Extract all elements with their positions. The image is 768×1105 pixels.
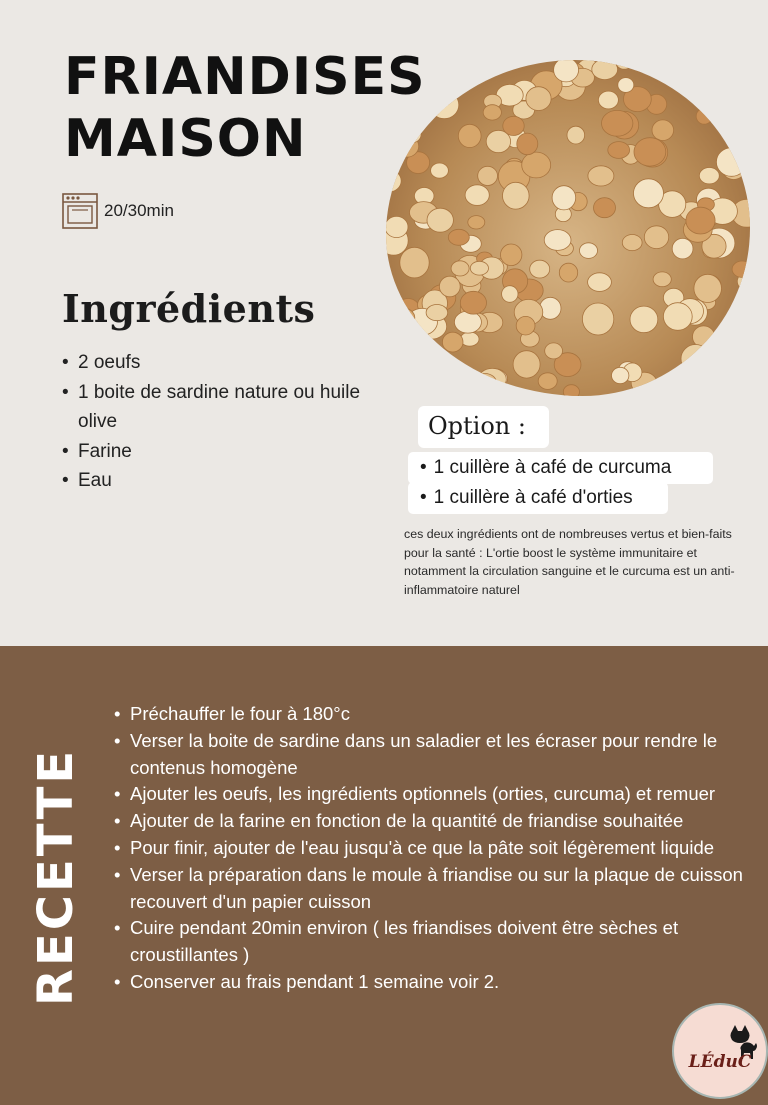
treat-pellet <box>526 87 551 111</box>
oven-icon <box>62 193 98 229</box>
recette-label: RECETTE <box>28 747 84 1006</box>
treat-pellet <box>426 305 448 321</box>
title-line-2: MAISON <box>64 109 307 169</box>
treat-pellet <box>442 332 463 352</box>
treat-pellet <box>478 166 498 185</box>
recipe-step: • Ajouter les oeufs, les ingrédients optionnels (orties, curcuma) et remuer <box>114 781 744 808</box>
ingredient-item: • 2 oeufs <box>62 348 362 378</box>
treat-pellet <box>602 110 633 136</box>
treat-pellet <box>588 166 614 186</box>
treat-pellet <box>644 226 668 249</box>
recipe-step: • Verser la boite de sardine dans un saladier et les écraser pour rendre le contenus homogène <box>114 728 744 782</box>
treat-pellet <box>630 306 658 333</box>
treat-pellet <box>522 152 551 178</box>
treat-pellet <box>563 385 579 396</box>
treat-pellet <box>634 179 664 208</box>
treat-pellet <box>460 291 486 314</box>
ingredients-list <box>62 348 362 496</box>
treat-pellet <box>608 142 630 159</box>
dog-cat-logo-icon <box>674 1005 768 1099</box>
treat-pellet <box>400 247 429 278</box>
recipe-step: • Verser la préparation dans le moule à friandise ou sur la plaque de cuisson recouvert d'un papier cuisson <box>114 862 744 916</box>
treat-pellet <box>544 230 571 251</box>
recipe-step: • Préchauffer le four à 180°c <box>114 701 744 728</box>
treat-pellet <box>502 286 518 303</box>
option-item-text: 1 cuillère à café d'orties <box>433 487 633 508</box>
treat-pellet <box>501 244 522 266</box>
treat-pellet <box>516 316 535 335</box>
treats-photo <box>386 60 750 396</box>
treat-pellet <box>580 243 598 259</box>
treat-pellet <box>538 373 557 390</box>
treat-pellet <box>672 238 693 259</box>
treat-pellet <box>552 186 576 210</box>
option-item: • 1 cuillère à café de curcuma <box>408 452 713 484</box>
title-line-1: FRIANDISES <box>64 47 426 107</box>
treat-pellet <box>622 235 642 251</box>
treat-pellet <box>470 261 488 275</box>
cooking-time-label: 20/30min <box>104 201 174 220</box>
treat-pellet <box>653 272 671 287</box>
treat-pellet <box>582 303 613 335</box>
option-note: ces deux ingrédients ont de nombreuses vertus et bien-faits pour la santé : L'ortie boost le système immunitaire et notamment la circulation sanguine et le curcuma est un anti-inflammatoire naturel <box>404 527 735 597</box>
treat-pellet <box>451 261 469 276</box>
treat-pellet <box>612 367 629 383</box>
treat-pellet <box>483 105 501 120</box>
treat-pellet <box>439 276 460 297</box>
treat-pellet <box>554 60 579 82</box>
option-item: • 1 cuillère à café d'orties <box>408 482 668 514</box>
ingredient-item: • Farine <box>62 437 362 467</box>
treat-pellet <box>699 168 719 184</box>
treat-pellet <box>634 138 666 166</box>
treat-pellet <box>598 91 618 109</box>
option-item-text: 1 cuillère à café de curcuma <box>433 457 672 478</box>
ingredient-item: • Eau <box>62 466 362 496</box>
option-heading: Option : <box>418 406 549 448</box>
treat-pellet <box>503 116 524 135</box>
treat-pellet <box>594 198 616 218</box>
treat-pellet <box>618 78 634 93</box>
treat-pellet <box>458 124 481 147</box>
treat-pellet <box>465 185 489 206</box>
treats-illustration <box>386 60 750 396</box>
treat-pellet <box>686 207 715 234</box>
logo-text: LÉduC <box>688 1052 752 1072</box>
ingredient-item: • 1 boite de sardine nature ou huile olive <box>62 378 362 437</box>
page-title <box>64 46 426 170</box>
treat-pellet <box>513 351 540 378</box>
treat-pellet <box>517 133 538 155</box>
treat-pellet <box>694 274 722 302</box>
treat-pellet <box>567 126 585 144</box>
ingredients-heading: Ingrédients <box>62 286 316 331</box>
recipe-step: • Ajouter de la farine en fonction de la quantité de friandise souhaitée <box>114 808 744 835</box>
treat-pellet <box>652 120 674 141</box>
brand-logo <box>672 1003 768 1099</box>
cooking-time <box>62 193 174 229</box>
treat-pellet <box>454 311 481 333</box>
treat-pellet <box>448 229 469 245</box>
treat-pellet <box>386 216 408 237</box>
treat-pellet <box>588 273 612 292</box>
treat-pellet <box>427 208 453 232</box>
recipe-step: • Cuire pendant 20min environ ( les friandises doivent être sèches et croustillantes ) <box>114 915 744 969</box>
treat-pellet <box>530 260 550 278</box>
treat-pellet <box>663 303 692 331</box>
treat-pellet <box>545 343 563 359</box>
treat-pellet <box>468 216 485 229</box>
recipe-steps <box>114 701 744 996</box>
treat-pellet <box>559 263 577 282</box>
treat-pellet <box>503 182 530 209</box>
recipe-step: • Pour finir, ajouter de l'eau jusqu'à ce que la pâte soit légèrement liquide <box>114 835 744 862</box>
recipe-step: • Conserver au frais pendant 1 semaine voir 2. <box>114 969 744 996</box>
treat-pellet <box>540 297 561 319</box>
treat-pellet <box>431 163 449 178</box>
